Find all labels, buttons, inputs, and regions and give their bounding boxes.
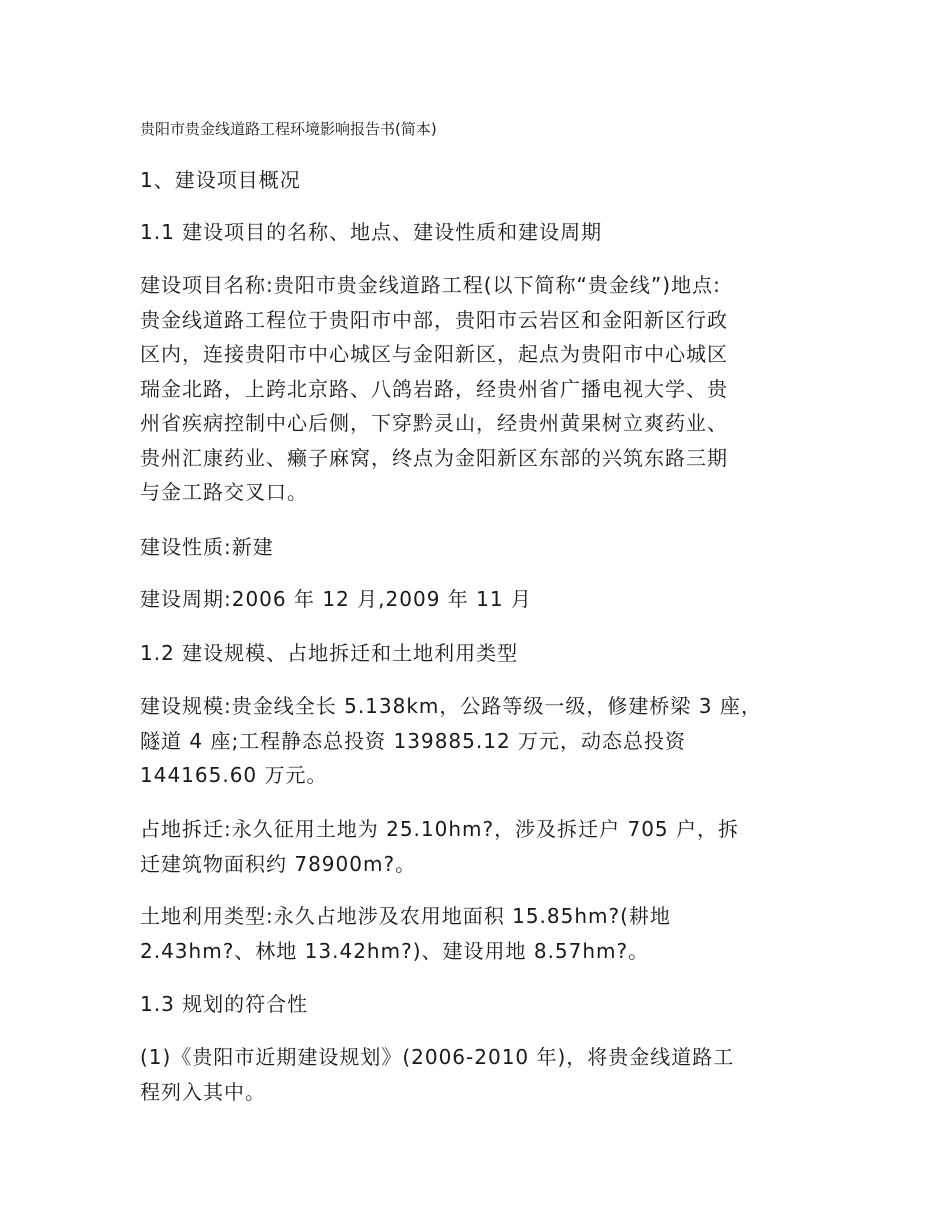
- section-heading-1: [140, 163, 830, 198]
- paragraph-planning-1: [140, 1040, 830, 1109]
- paragraph-project-name-location: [140, 268, 830, 510]
- text-line: 隧道 4 座;工程静态总投资 139885.12 万元，动态总投资: [140, 728, 687, 753]
- text-line: 建设性质:新建: [140, 535, 274, 559]
- text-line: (1)《贵阳市近期建设规划》(2006-2010 年)，将贵金线道路工: [140, 1045, 735, 1069]
- paragraph-land-demolition: [140, 812, 830, 881]
- text-line: 贵金线道路工程位于贵阳市中部，贵阳市云岩区和金阳新区行政: [140, 307, 728, 332]
- text-line: 程列入其中。: [140, 1079, 266, 1104]
- text-line: 144165.60 万元。: [140, 763, 328, 787]
- text-line: 建设周期:2006 年 12 月,2009 年 11 月: [140, 587, 532, 611]
- text-line: 2.43hm?、林地 13.42hm?)、建设用地 8.57hm?。: [140, 938, 650, 963]
- text-line: 土地利用类型:永久占地涉及农用地面积 15.85hm?(耕地: [140, 904, 671, 928]
- text-line: 州省疾病控制中心后侧，下穿黔灵山，经贵州黄果树立爽药业、: [140, 411, 728, 435]
- text-line: 区内，连接贵阳市中心城区与金阳新区，起点为贵阳市中心城区: [140, 342, 728, 366]
- text-line: 与金工路交叉口。: [140, 480, 308, 504]
- document-title: 贵阳市贵金线道路工程环境影响报告书(简本): [140, 120, 437, 138]
- paragraph-construction-period: [140, 582, 830, 617]
- paragraph-construction-nature: [140, 530, 830, 565]
- text-line: 建设项目名称:贵阳市贵金线道路工程(以下简称“贵金线”)地点:: [140, 273, 721, 297]
- text-line: 贵州汇康药业、癞子麻窝，终点为金阳新区东部的兴筑东路三期: [140, 445, 728, 470]
- paragraph-land-use-type: [140, 899, 830, 968]
- text-line: 1、建设项目概况: [140, 168, 301, 192]
- text-line: 建设规模:贵金线全长 5.138km，公路等级一级，修建桥梁 3 座，: [140, 694, 762, 718]
- text-line: 1.2 建设规模、占地拆迁和土地利用类型: [140, 641, 519, 665]
- section-heading-1-1: [140, 215, 830, 250]
- text-line: 1.3 规划的符合性: [140, 992, 309, 1016]
- section-heading-1-3: [140, 987, 830, 1022]
- paragraph-construction-scale: [140, 689, 830, 793]
- text-line: 1.1 建设项目的名称、地点、建设性质和建设周期: [140, 220, 603, 244]
- text-line: 迁建筑物面积约 78900m?。: [140, 851, 417, 876]
- text-line: 瑞金北路，上跨北京路、八鸽岩路，经贵州省广播电视大学、贵: [140, 376, 728, 401]
- text-line: 占地拆迁:永久征用土地为 25.10hm?，涉及拆迁户 705 户，拆: [140, 817, 740, 841]
- section-heading-1-2: [140, 636, 830, 671]
